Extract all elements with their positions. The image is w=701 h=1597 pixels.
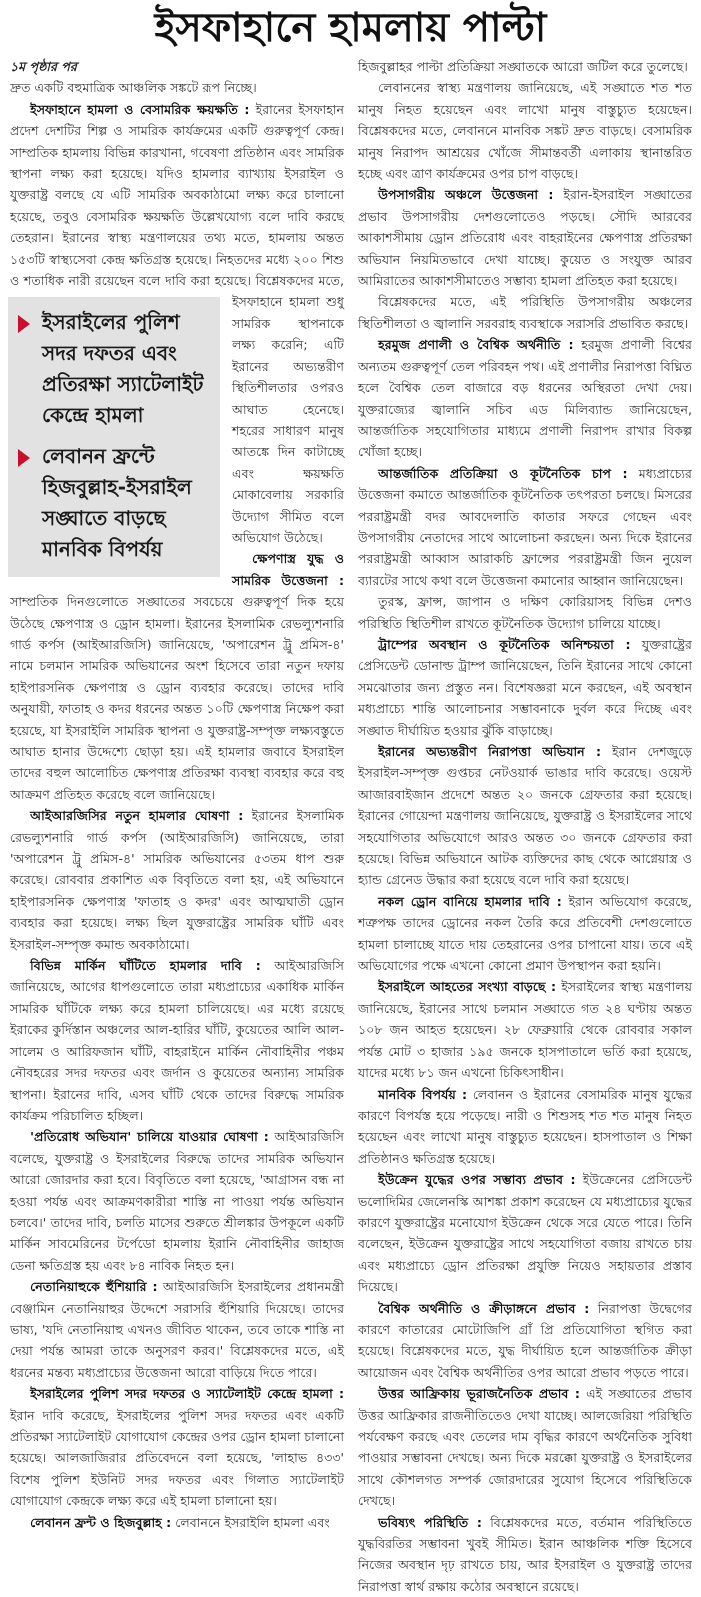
- highlight-item-text: লেবানন ফ্রন্টে হিজবুল্লাহ-ইসরাইল সঙ্ঘাতে বাড়ছে মানবিক বিপর্যয়: [42, 444, 192, 562]
- paragraph-text: বিশ্লেষকদের মতে, এই পরিস্থিতি উপসাগরীয় অঞ্চলের স্থিতিশীলতা ও জ্বালানি সরবরাহ ব্যবস্থাকে সরাসরি প্রভাবিত করছে।: [358, 294, 692, 331]
- article-paragraph: [358, 634, 692, 741]
- paragraph-lead: ইসরাইলের পুলিশ সদর দফতর ও স্যাটেলাইট কেন্দ্রে হামলা :: [30, 1386, 344, 1402]
- paragraph-text: মতে, ইসফাহানে হামলা শুধু সামরিক স্থাপনাকে লক্ষ্য করেনি; এটি ইরানের অভ্যন্তরীণ স্থিতিশীলতার ওপরও আঘাত হেনেছে। শহরের সাধারণ মানুষ আতঙ্কে দিন কাটাচ্ছে এবং ক্ষয়ক্ষতি মোকাবেলায় সরকারি উদ্যোগ সীমিত বলে অভিযোগ উঠেছে।: [232, 273, 344, 545]
- paragraph-lead: উত্তর আফ্রিকায় ভূরাজনৈতিক প্রভাব :: [378, 1386, 580, 1402]
- highlight-item: [14, 307, 214, 431]
- paragraph-lead: 'প্রতিরোধ অভিযান' চালিয়ে যাওয়ার ঘোষণা :: [30, 1129, 269, 1145]
- article-paragraph: [358, 741, 692, 891]
- paragraph-text: লেবাননের স্বাস্থ্য মন্ত্রণালয় জানিয়েছে, এই সঙ্ঘাতে শত শত মানুষ নিহত হয়েছেন এবং লাখো মানুষ বাস্তুচ্যুত হয়েছেন। বিশ্লেষকদের মতে, লেবাননে মানবিক সঙ্কট দ্রুত বাড়ছে। বেসামরিক মানুষ নিরাপদ আশ্রয়ের খোঁজে সীমান্তবর্তী এলাকায় স্থানান্তরিত হচ্ছে এবং ত্রাণ কার্যক্রমের ওপর চাপ বাড়ছে।: [358, 80, 692, 182]
- left-column: [10, 56, 344, 1533]
- paragraph-lead: ইরানের অভ্যন্তরীণ নিরাপত্তা অভিযান :: [378, 744, 602, 759]
- paragraph-lead: ভবিষ্যৎ পরিস্থিতি :: [378, 1514, 482, 1530]
- article-paragraph: [358, 591, 692, 634]
- paragraph-text: আইআরজিসি জানিয়েছে, আগের ধাপগুলোতে তারা মধ্যপ্রাচ্যের একাধিক মার্কিন সামরিক ঘাঁটিকে লক্ষ্য করে হামলা চালিয়েছে। এর মধ্যে রয়েছে ইরাকের কুর্দিস্তান অঞ্চলের আল-হারির ঘাঁটি, কুয়েতের আলি আল-সালেম ও আরিফজান ঘাঁটি, বাহরাইনে মার্কিন নৌবাহিনীর পঞ্চম নৌবহরের সদর দফতর এবং জর্দান ও কুয়েতের অন্যান্য সামরিক স্থাপনা। ইরানের দাবি, এসব ঘাঁটি থেকে তাদের বিরুদ্ধে সামরিক কার্যক্রম পরিচালিত হচ্ছিল।: [10, 958, 344, 1123]
- article-paragraph: [10, 1126, 344, 1276]
- highlight-box: [8, 297, 220, 577]
- article-paragraph: [358, 1512, 692, 1597]
- article-paragraph: [358, 1383, 692, 1511]
- paragraph-lead: নেতানিয়াহুকে হুঁশিয়ারি :: [30, 1279, 158, 1295]
- paragraph-lead: ট্রাম্পের অবস্থান ও কূটনৈতিক অনিশ্চয়তা :: [378, 636, 631, 652]
- article-paragraph: [358, 976, 692, 1083]
- paragraph-text: ইসরাইলের স্বাস্থ্য মন্ত্রণালয় জানিয়েছে, ইরানের সাথে চলমান সঙ্ঘাতে গত ২৪ ঘণ্টায় অন্তত ১০৮ জন আহত হয়েছেন। ২৮ ফেব্রুয়ারি থেকে রোববার সকাল পর্যন্ত মোট ৩ হাজার ১৯৫ জনকে হাসপাতালে ভর্তি করা হয়েছে, যাদের মধ্যে ৮১ জন এখনো চিকিৎসাধীন।: [358, 979, 692, 1081]
- paragraph-lead: ইসফাহানে হামলা ও বেসামরিক ক্ষয়ক্ষতি :: [30, 101, 250, 117]
- right-column: [358, 56, 692, 1597]
- paragraph-text: তুরস্ক, ফ্রান্স, জাপান ও দক্ষিণ কোরিয়াসহ বিভিন্ন দেশও পরিস্থিতি স্থিতিশীল রাখতে কূটনৈতিক উদ্যোগ চালিয়ে যাচ্ছে।: [358, 594, 692, 631]
- article-paragraph: [10, 1512, 344, 1533]
- paragraph-text: সাম্প্রতিক দিনগুলোতে সঙ্ঘাতের সবচেয়ে গুরুত্বপূর্ণ দিক হয়ে উঠেছে ক্ষেপণাস্ত্র ও ড্রোন হামলা। ইরানের ইসলামিক রেভল্যুশনারি গার্ড কর্পস (আইআরজিসি) জানিয়েছে, 'অপারেশন ট্রু প্রমিস-৪' নামে চলমান সামরিক অভিযানের অংশ হিসেবে তারা নতুন দফায় হাইপারসনিক ক্ষেপণাস্ত্র ও ড্রোন ব্যবহার করেছে। তাদের দাবি অনুযায়ী, ফাতাহ ও কদর ধরনের অন্তত ১০টি ক্ষেপণাস্ত্র নিক্ষেপ করা হয়েছে, যা ইসরাইলি সামরিক স্থাপনা ও যুক্তরাষ্ট্র-সম্পৃক্ত লক্ষ্যবস্তুতে আঘাত হানার উদ্দেশ্যে ছোড়া হয়। এই হামলার জবাবে ইসরাইল তাদের বহুল আলোচিত ক্ষেপণাস্ত্র প্রতিরক্ষা ব্যবস্থা ব্যবহার করে বহু আক্রমণ প্রতিহত করেছে বলে জানিয়েছে।: [10, 594, 344, 802]
- article-paragraph: [358, 291, 692, 334]
- highlight-item-text: ইসরাইলের পুলিশ সদর দফতর এবং প্রতিরক্ষা স্যাটেলাইট কেন্দ্রে হামলা: [42, 310, 204, 428]
- paragraph-text: ইরানের ইসফাহান প্রদেশ দেশটির শিল্প ও সামরিক কার্যক্রমের একটি গুরুত্বপূর্ণ কেন্দ্র। সাম্প্রতিক হামলায় বিভিন্ন কারখানা, গবেষণা প্রতিষ্ঠান এবং সামরিক স্থাপনা লক্ষ্য করা হয়েছে। যদিও হামলার ব্যাখ্যায় ইসরাইল ও যুক্তরাষ্ট্র বলছে যে এটি সামরিক অবকাঠামো লক্ষ্য করে চালানো হয়েছে, তবুও বেসামরিক ক্ষয়ক্ষতি উল্লেখযোগ্য বলে দাবি করছে তেহরান। ইরানের স্বাস্থ্য মন্ত্রণালয়ের তথ্য মতে, হামলায় অন্তত ১৫৩টি স্বাস্থ্যসেবা কেন্দ্র ক্ষতিগ্রস্ত হয়েছে। নিহতদের মধ্যে ২০০ শিশু ও শতাধিক নারী রয়েছেন বলে দাবি করা হয়েছে। বিশ্লেষকদের: [10, 101, 344, 289]
- headline: ইসফাহানে হামলায় পাল্টা: [154, 5, 547, 51]
- paragraph-lead: হরমুজ প্রণালী ও বৈশ্বিক অর্থনীতি :: [378, 337, 574, 353]
- article-paragraph: [358, 1298, 692, 1384]
- continued-from-label: ১ম পৃষ্ঠার পর: [10, 59, 77, 74]
- paragraph-text: ইরান অভিযোগ করেছে, শত্রুপক্ষ তাদের ড্রোনের নকল তৈরি করে প্রতিবেশী দেশগুলোতে হামলা চালাচ্ছে যাতে দায় তেহরানের ওপর চাপানো যায়। তবে এই অভিযোগের পক্ষে এখনো কোনো প্রমাণ উপস্থাপন করা হয়নি।: [358, 893, 692, 974]
- paragraph-text: ইরান দেশজুড়ে ইসরাইল-সম্পৃক্ত গুপ্তচর নেটওয়ার্ক ভাঙার দাবি করেছে। ওয়েস্ট আজারবাইজান প্রদেশে অন্তত ২০ জনকে গ্রেফতার করা হয়েছে। ইরানের গোয়েন্দা মন্ত্রণালয় জানিয়েছে, যুক্তরাষ্ট্র ও ইসরাইলের সাথে সহযোগিতার অভিযোগে আরও অন্তত ৩০ জনকে গ্রেফতার করা হয়েছে। বিভিন্ন অভিযানে আটক ব্যক্তিদের কাছ থেকে আগ্নেয়াস্ত্র ও হ্যান্ড গ্রেনেড উদ্ধার করা হয়েছে বলে দাবি করা হয়েছে।: [358, 744, 692, 888]
- article-paragraph: [358, 463, 692, 591]
- paragraph-lead: নকল ড্রোন বানিয়ে হামলার দাবি :: [378, 893, 562, 909]
- paragraph-text: হিজবুল্লাহর পাল্টা প্রতিক্রিয়া সঙ্ঘাতকে আরো জটিল করে তুলেছে।: [358, 59, 688, 74]
- paragraph-text: আইআরজিসি ইসরাইলের প্রধানমন্ত্রী বেঞ্জামিন নেতানিয়াহুর উদ্দেশে সরাসরি হুঁশিয়ারি দিয়েছে। তাদের ভাষ্য, 'যদি নেতানিয়াহু এখনও জীবিত থাকেন, তবে তাকে শাস্তি না দেয়া পর্যন্ত আমরা তাকে অনুসরণ করব।' বিশ্লেষকদের মতে, এই ধরনের মন্তব্য মধ্যপ্রাচ্যের উত্তেজনা আরো বাড়িয়ে দিতে পারে।: [10, 1279, 344, 1380]
- paragraph-lead: বিভিন্ন মার্কিন ঘাঁটিতে হামলার দাবি :: [30, 958, 261, 974]
- article-paragraph: [358, 1169, 692, 1297]
- article-paragraph: [358, 77, 692, 184]
- article-paragraph: [358, 56, 692, 77]
- left-paragraphs: [10, 548, 344, 1533]
- paragraph-lead: উপসাগরীয় অঞ্চলে উত্তেজনা :: [378, 187, 554, 203]
- article-paragraph: [358, 891, 692, 977]
- paragraph-text: যুক্তরাষ্ট্রের প্রেসিডেন্ট ডোনাল্ড ট্রাম্প জানিয়েছেন, তিনি ইরানের সাথে কোনো সমঝোতার জন্য প্রস্তুত নন। বিশেষজ্ঞরা মনে করছেন, এই অবস্থান মধ্যপ্রাচ্যে শান্তি আলোচনার সম্ভাবনাকে দুর্বল করে দিচ্ছে এবং সঙ্ঘাত দীর্ঘায়িত হওয়ার ঝুঁকি বাড়াচ্ছে।: [358, 636, 692, 738]
- red-triangle-bullet-icon: [18, 449, 30, 467]
- paragraph-text: লেবানন ও ইরানের বেসামরিক মানুষ যুদ্ধের কারণে বিপর্যস্ত হয়ে পড়েছে। নারী ও শিশুসহ শত শত মানুষ নিহত হয়েছেন এবং লাখো মানুষ বাস্তুচ্যুত হয়েছেন। হাসপাতাল ও শিক্ষা প্রতিষ্ঠানও ক্ষতিগ্রস্ত হয়েছে।: [358, 1086, 692, 1166]
- article-paragraph: [358, 184, 692, 291]
- article-paragraph: [10, 805, 344, 955]
- paragraph-text: এই সঙ্ঘাতের প্রভাব উত্তর আফ্রিকার রাজনীতিতেও দেখা যাচ্ছে। আলজেরিয়া পরিস্থিতি পর্যবেক্ষণ করছে এবং তেলের দাম বৃদ্ধির কারণে অর্থনৈতিক সুবিধা পাওয়ার সম্ভাবনা দেখছে। অন্য দিকে মরক্কো যুক্তরাষ্ট্র ও ইসরাইলের সাথে কৌশলগত সম্পর্ক জোরদারের সুযোগ হিসেবে পরিস্থিতিকে দেখছে।: [358, 1386, 692, 1509]
- paragraph-text: বিশ্লেষকদের মতে, বর্তমান পরিস্থিতিতে যুদ্ধবিরতির সম্ভাবনা খুবই সীমিত। ইরান আঞ্চলিক শক্তি হিসেবে নিজের অবস্থান দৃঢ় রাখতে চায়, আর ইসরাইল ও যুক্তরাষ্ট্র তাদের নিরাপত্তা স্বার্থ রক্ষায় কঠোর অবস্থানে রয়েছে।: [358, 1514, 692, 1594]
- paragraph-text: হরমুজ প্রণালী বিশ্বের অন্যতম গুরুত্বপূর্ণ তেল পরিবহন পথ। এই প্রণালীর নিরাপত্তা বিঘ্নিত হলে বৈশ্বিক তেল বাজারে বড় ধরনের অস্থিরতা দেখা দেয়। যুক্তরাজ্যের জ্বালানি সচিব এড মিলিব্যান্ড জানিয়েছেন, আন্তর্জাতিক সহযোগিতার মাধ্যমে প্রণালী নিরাপদ রাখার বিকল্প খোঁজা হচ্ছে।: [358, 337, 692, 460]
- paragraph-lead: ইউক্রেন যুদ্ধের ওপর সম্ভাব্য প্রভাব :: [378, 1172, 576, 1188]
- paragraph-lead: মানবিক বিপর্যয় :: [378, 1086, 467, 1102]
- paragraph-lead: আন্তর্জাতিক প্রতিক্রিয়া ও কূটনৈতিক চাপ :: [378, 465, 628, 481]
- article-paragraph: [10, 548, 344, 805]
- intro-paragraph: দ্রুত একটি বহুমাত্রিক আঞ্চলিক সঙ্কটে রূপ নিচ্ছে।: [10, 80, 257, 96]
- paragraph-lead: ক্ষেপণাস্ত্র যুদ্ধ ও সামরিক উত্তেজনা :: [232, 551, 344, 588]
- article-paragraph: [358, 334, 692, 462]
- paragraph-text: লেবাননে ইসরাইলি হামলা এবং: [175, 1514, 330, 1530]
- paragraph-lead: ইসরাইলে আহতের সংখ্যা বাড়ছে :: [378, 979, 557, 995]
- article-paragraph: [10, 955, 344, 1126]
- highlight-item: [14, 441, 214, 565]
- paragraph-lead: আইআরজিসির নতুন হামলার ঘোষণা :: [30, 808, 244, 824]
- paragraph-text: ইউক্রেনের প্রেসিডেন্ট ভলোদিমির জেলেনস্কি আশঙ্কা প্রকাশ করেছেন যে মধ্যপ্রাচ্যের যুদ্ধের কারণে যুক্তরাষ্ট্রের মনোযোগ ইউক্রেন থেকে সরে যেতে পারে। তিনি বলেছেন, ইউক্রেন যুক্তরাষ্ট্রের সাথে সহযোগিতা বজায় রাখতে চায় এবং মধ্যপ্রাচ্যে ড্রোন প্রতিরক্ষা প্রযুক্তি নিয়েও সহায়তার প্রস্তাব দিয়েছে।: [358, 1172, 692, 1295]
- paragraph-lead: লেবানন ফ্রন্ট ও হিজবুল্লাহ :: [30, 1514, 172, 1530]
- paragraph-text: মধ্যপ্রাচ্যের উত্তেজনা কমাতে আন্তর্জাতিক কূটনৈতিক তৎপরতা চলছে। মিসরের পররাষ্ট্রমন্ত্রী বদর আবদেলাতি কাতার সফরে গেছেন এবং উপসাগরীয় নেতাদের সাথে আলোচনা করছেন। অন্য দিকে ইরানের পররাষ্ট্রমন্ত্রী আব্বাস আরাকচি ফ্রান্সের পররাষ্ট্রমন্ত্রী জিন নুয়েল ব্যারটের সাথে কথা বলে উত্তেজনা কমানোর আহ্বান জানিয়েছেন।: [358, 465, 692, 588]
- paragraph-text: নিরাপত্তা উদ্বেগের কারণে কাতারের মোটোজিপি গ্রাঁ প্রি প্রতিযোগিতা স্থগিত করা হয়েছে। বিশ্লেষকদের মতে, যুদ্ধ দীর্ঘায়িত হলে আন্তর্জাতিক ক্রীড়া আয়োজন এবং বৈশ্বিক অর্থনীতির ওপর আরো প্রভাব পড়তে পারে।: [358, 1300, 692, 1380]
- right-paragraphs: [358, 56, 692, 1597]
- article-paragraph: [10, 1383, 344, 1511]
- paragraph-text: ইরানের ইসলামিক রেভল্যুশনারি গার্ড কর্পস (আইআরজিসি) জানিয়েছে, তারা 'অপারেশন ট্রু প্রমিস-৪' সামরিক অভিযানের ৫৩তম ধাপ শুরু করেছে। রোববার প্রকাশিত এক বিবৃতিতে বলা হয়, এই অভিযানে হাইপারসনিক ক্ষেপণাস্ত্র 'ফাতাহ ও কদর' এবং আত্মঘাতী ড্রোন ব্যবহার করা হয়েছে। লক্ষ্য ছিল যুক্তরাষ্ট্রের সামরিক ঘাঁটি এবং ইসরাইল-সম্পৃক্ত কমান্ড অবকাঠামো।: [10, 808, 344, 952]
- paragraph-text: আইআরজিসি বলেছে, যুক্তরাষ্ট্র ও ইসরাইলের বিরুদ্ধে তাদের সামরিক অভিযান আরো জোরদার করা হবে। বিবৃতিতে বলা হয়েছে, 'আগ্রাসন বন্ধ না হওয়া পর্যন্ত এবং আক্রমণকারীরা শাস্তি না পাওয়া পর্যন্ত অভিযান চলবে।' তাদের দাবি, চলতি মাসের শুরুতে শ্রীলঙ্কার উপকূলে একটি মার্কিন সাবমেরিনের টর্পেডো হামলায় ইরানি নৌবাহিনীর জাহাজ ডেনা ক্ষতিগ্রস্ত হয় এবং ৮৪ নাবিক নিহত হন।: [10, 1129, 344, 1273]
- paragraph-isfahan: [10, 99, 344, 562]
- article-paragraph: [10, 1276, 344, 1383]
- red-triangle-bullet-icon: [18, 315, 30, 333]
- paragraph-text: ইরান-ইসরাইল সঙ্ঘাতের প্রভাব উপসাগরীয় দেশগুলোতেও পড়ছে। সৌদি আরবের আকাশসীমায় ড্রোন প্রতিরোধ এবং বাহরাইনের ক্ষেপণাস্ত্র প্রতিরক্ষা অভিযান নিয়মিতভাবে দেখা যাচ্ছে। কুয়েত ও সংযুক্ত আরব আমিরাতের আকাশসীমাতেও সম্ভাব্য হামলা প্রতিহত করা হয়েছে।: [358, 187, 692, 289]
- article-paragraph: [358, 1084, 692, 1170]
- paragraph-lead: বৈশ্বিক অর্থনীতি ও ক্রীড়াঙ্গনে প্রভাব :: [378, 1300, 590, 1316]
- paragraph-text: ইরান দাবি করেছে, ইসরাইলের পুলিশ সদর দফতর এবং একটি প্রতিরক্ষা স্যাটেলাইট যোগাযোগ কেন্দ্রের ওপর ড্রোন হামলা চালানো হয়েছে। আলজাজিরার প্রতিবেদনে বলা হয়েছে, 'লাহাভ ৪৩৩' বিশেষ পুলিশ ইউনিট সদর দফতর এবং গিলাত স্যাটেলাইট যোগাযোগ কেন্দ্রকে লক্ষ্য করে এই হামলা চালানো হয়।: [10, 1407, 344, 1509]
